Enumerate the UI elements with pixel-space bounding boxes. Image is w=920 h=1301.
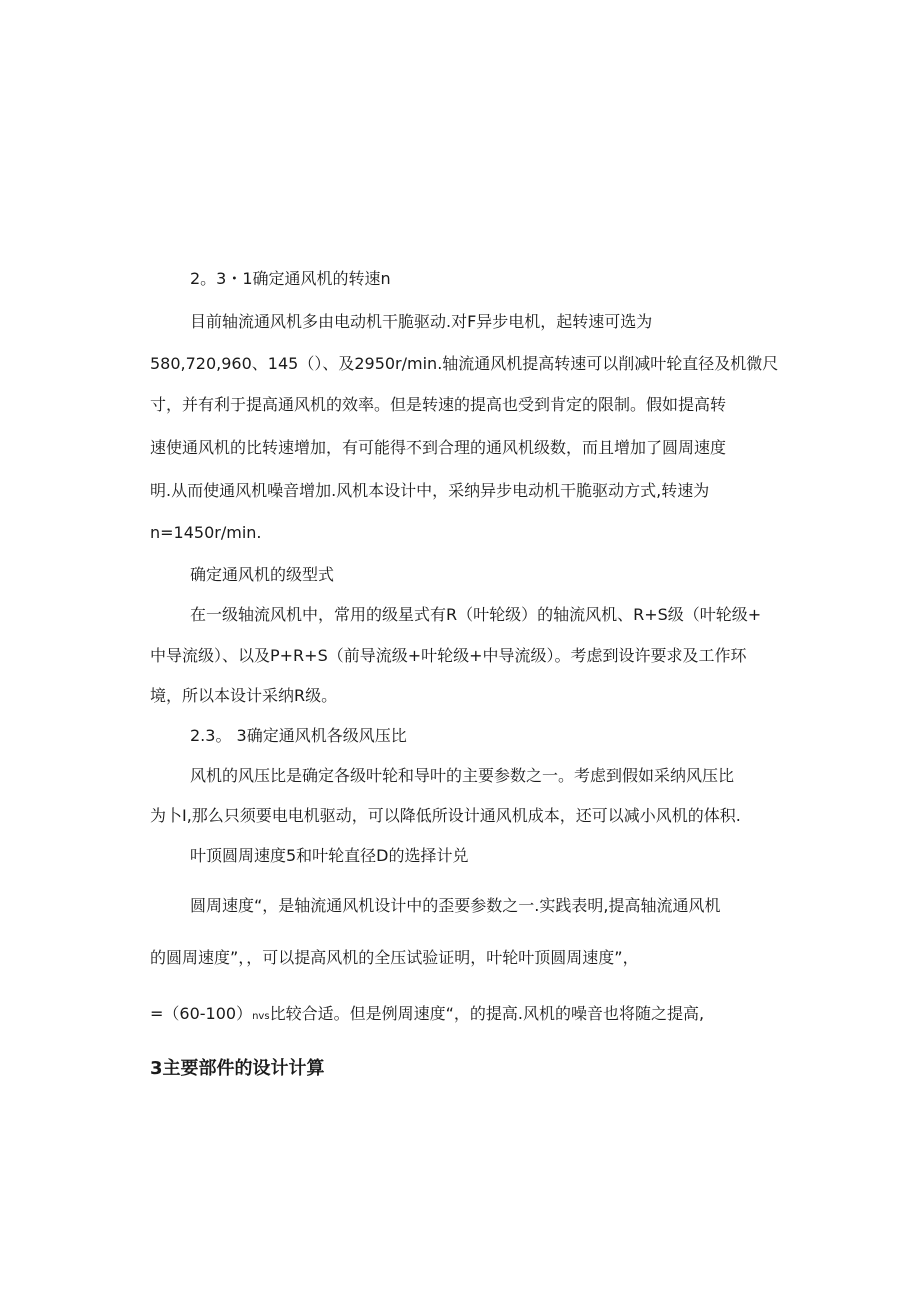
- paragraph-line: 目前轴流通风机多由电动机干脆驱动.对F异步电机，起转速可选为: [190, 312, 653, 331]
- paragraph-line: 的圆周速度”，，可以提高风机的全压试验证明，叶轮叶顶圆周速度”，: [150, 948, 639, 967]
- formula-prefix: =（60-100）: [150, 1004, 253, 1023]
- paragraph-line: 境，所以本设计采纳R级。: [150, 686, 338, 705]
- section-heading-2-3-3: 2.3。 3确定通风机各级风压比: [190, 726, 407, 745]
- section-heading-level-type: 确定通风机的级型式: [190, 565, 335, 584]
- section-heading-2-3-1: 2。3・1确定通风机的转速n: [190, 269, 391, 288]
- paragraph-line: 为卜I,那么只须要电电机驱动，可以降低所设计通风机成本，还可以减小风机的体积.: [150, 806, 741, 825]
- paragraph-line: 中导流级）、以及P+R+S（前导流级+叶轮级+中导流级）。考虑到设许要求及工作环: [150, 646, 747, 665]
- paragraph-line: 圆周速度“，是轴流通风机设计中的歪要参数之一.实践表明,提高轴流通风机: [190, 896, 721, 915]
- formula-suffix: 比较合适。但是例周速度“，的提高.风机的噪音也将随之提高,: [269, 1004, 705, 1023]
- paragraph-line: 寸，并有利于提高通风机的效率。但是转速的提高也受到肯定的限制。假如提高转: [150, 395, 727, 414]
- paragraph-line-formula: [150, 1003, 704, 1028]
- formula-subscript: nvs: [252, 1011, 270, 1022]
- section-heading-tip-speed: 叶顶圆周速度5和叶轮直径D的选择计兑: [190, 846, 469, 865]
- paragraph-line: 明.从而使通风机噪音增加.风机本设计中，采纳异步电动机干脆驱动方式,转速为: [150, 481, 710, 500]
- paragraph-line: 在一级轴流风机中，常用的级星式有R（叶轮级）的轴流风机、R+S级（叶轮级+: [190, 605, 762, 624]
- paragraph-line: n=1450r/min.: [150, 523, 262, 542]
- chapter-heading-3: 3主要部件的设计计算: [150, 1058, 325, 1079]
- paragraph-line: 速使通风机的比转速增加，有可能得不到合理的通风机级数，而且增加了圆周速度: [150, 438, 727, 457]
- paragraph-line: 580,720,960、145（）、及2950r/min.轴流通风机提高转速可以削减叶轮直径及机微尺: [150, 354, 779, 373]
- paragraph-line: 风机的风压比是确定各级叶轮和导叶的主要参数之一。考虑到假如采纳风压比: [190, 766, 735, 785]
